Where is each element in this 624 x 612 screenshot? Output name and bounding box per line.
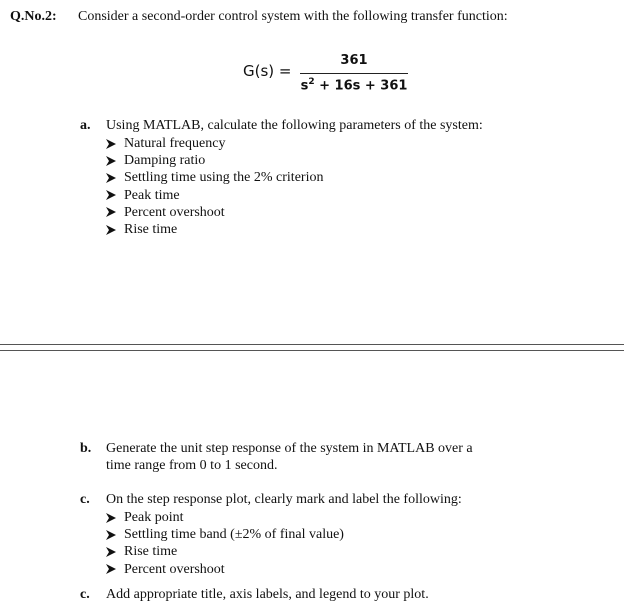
equation-lhs: G(s) = bbox=[243, 62, 292, 80]
list-item: Peak point bbox=[106, 509, 344, 526]
list-item: Settling time band (±2% of final value) bbox=[106, 526, 344, 543]
arrowhead-bullet-icon bbox=[106, 225, 116, 235]
part-b-label: b. bbox=[80, 441, 92, 456]
arrowhead-bullet-icon bbox=[106, 156, 116, 166]
page-divider-top bbox=[0, 344, 624, 345]
question-text: Consider a second-order control system with the following transfer function: bbox=[78, 9, 508, 24]
list-item: Percent overshoot bbox=[106, 204, 323, 221]
list-item: Rise time bbox=[106, 221, 323, 238]
equation-denominator bbox=[300, 77, 408, 93]
part-a-label: a. bbox=[80, 118, 91, 133]
arrowhead-bullet-icon bbox=[106, 207, 116, 217]
part-c2-label: c. bbox=[80, 587, 90, 602]
part-b-text-line2: time range from 0 to 1 second. bbox=[106, 458, 278, 473]
list-item: Settling time using the 2% criterion bbox=[106, 169, 323, 186]
part-c2-text: Add appropriate title, axis labels, and legend to your plot. bbox=[106, 587, 429, 602]
part-a-list bbox=[106, 135, 323, 238]
list-item: Peak time bbox=[106, 187, 323, 204]
equation-numerator: 361 bbox=[340, 53, 368, 68]
arrowhead-bullet-icon bbox=[106, 564, 116, 574]
list-item: Natural frequency bbox=[106, 135, 323, 152]
part-b-text-line1: Generate the unit step response of the system in MATLAB over a bbox=[106, 441, 473, 456]
part-c1-list bbox=[106, 509, 344, 578]
part-c1-text: On the step response plot, clearly mark and label the following: bbox=[106, 492, 462, 507]
question-label: Q.No.2: bbox=[10, 9, 57, 24]
arrowhead-bullet-icon bbox=[106, 547, 116, 557]
denominator-s: s bbox=[300, 78, 309, 94]
list-item: Damping ratio bbox=[106, 152, 323, 169]
part-a-text: Using MATLAB, calculate the following parameters of the system: bbox=[106, 118, 483, 133]
list-item: Percent overshoot bbox=[106, 561, 344, 578]
arrowhead-bullet-icon bbox=[106, 190, 116, 200]
page-divider-bottom bbox=[0, 350, 624, 351]
arrowhead-bullet-icon bbox=[106, 139, 116, 149]
fraction-bar bbox=[300, 73, 408, 74]
arrowhead-bullet-icon bbox=[106, 513, 116, 523]
denominator-exponent: 2 bbox=[308, 77, 315, 87]
arrowhead-bullet-icon bbox=[106, 173, 116, 183]
list-item: Rise time bbox=[106, 543, 344, 560]
part-c1-label: c. bbox=[80, 492, 90, 507]
arrowhead-bullet-icon bbox=[106, 530, 116, 540]
denominator-rest: + 16s + 361 bbox=[314, 78, 408, 94]
